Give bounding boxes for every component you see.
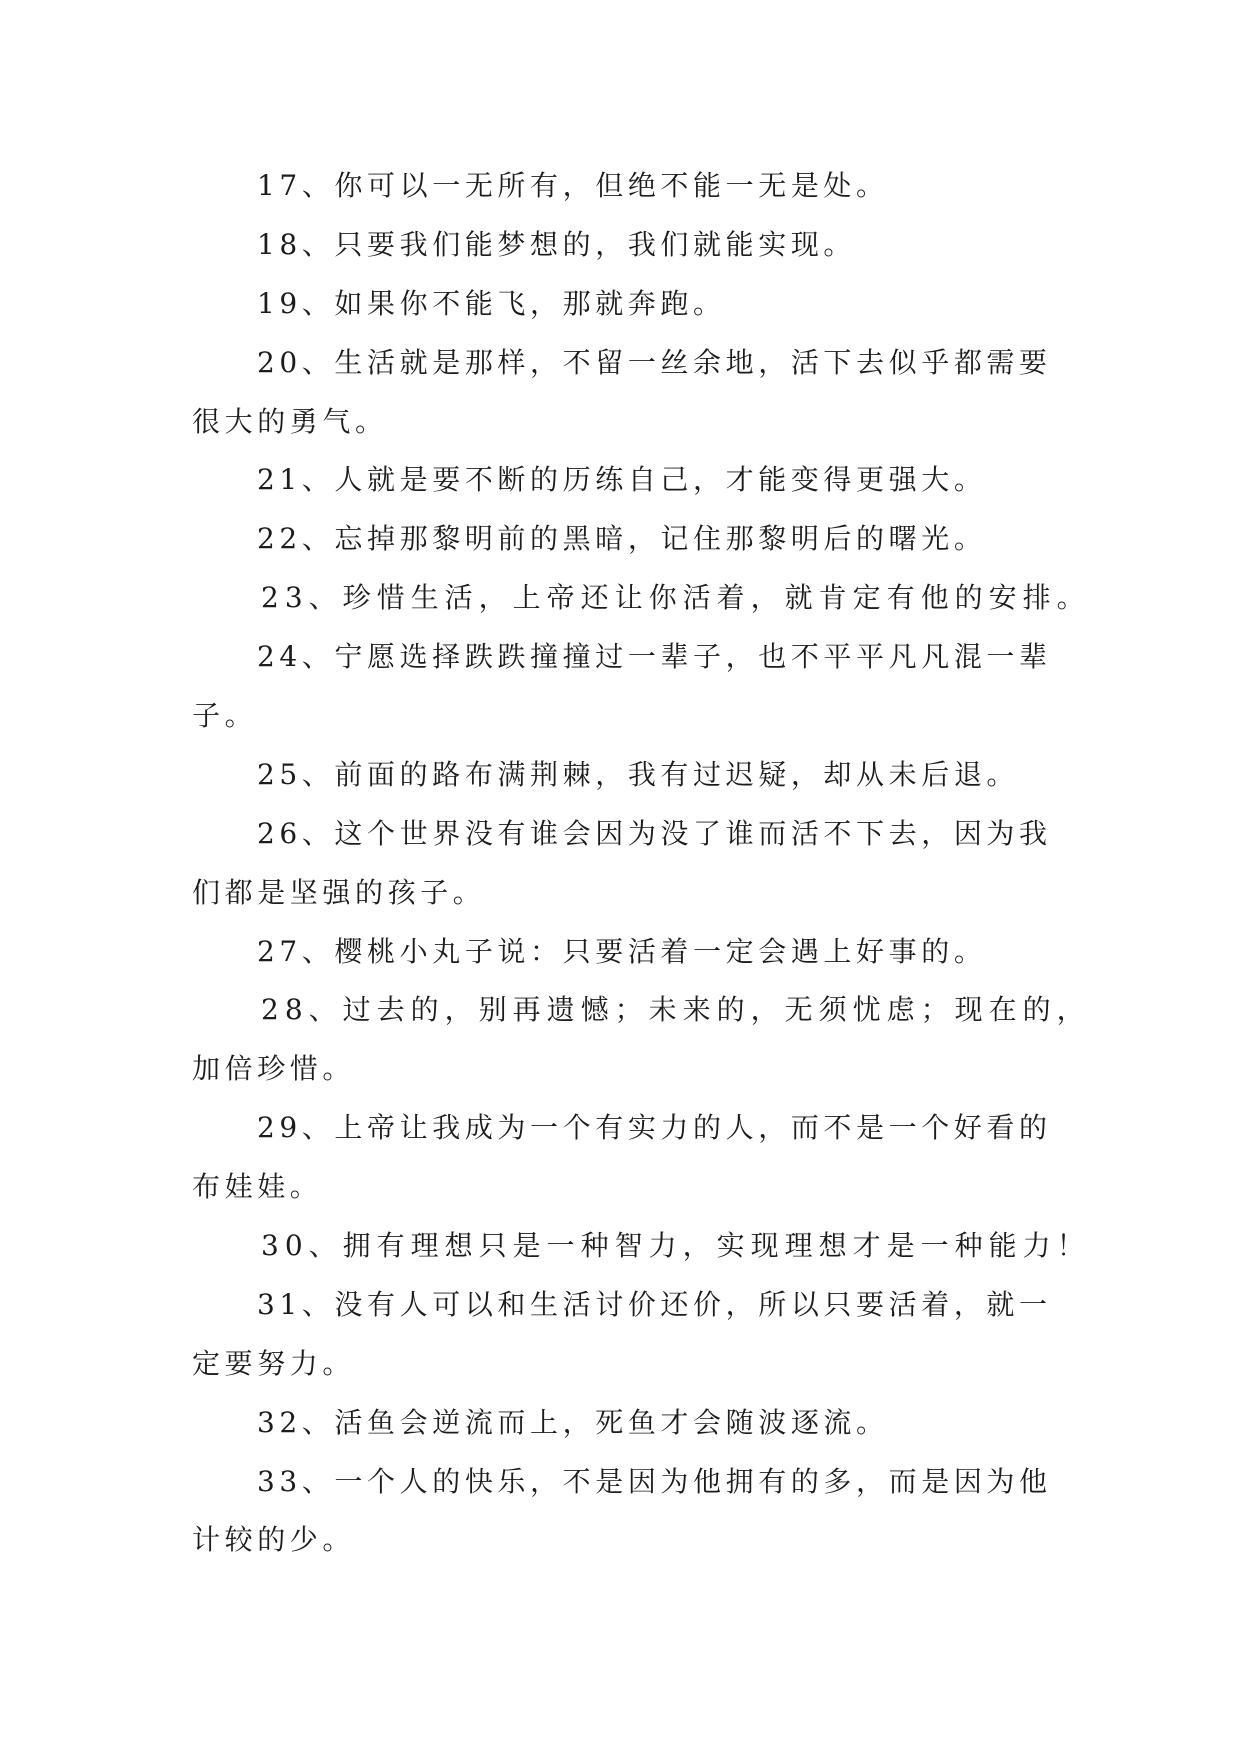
list-item-text: 21、人就是要不断的历练自己，才能变得更强大。 bbox=[257, 463, 987, 497]
quote-list bbox=[192, 157, 1112, 1570]
list-item bbox=[192, 628, 1112, 746]
list-item-text-continued: 定要努力。 bbox=[192, 1346, 356, 1380]
list-item bbox=[192, 569, 1112, 628]
list-item bbox=[192, 1276, 1112, 1394]
list-item-text-continued: 布娃娃。 bbox=[192, 1170, 323, 1204]
list-item bbox=[192, 157, 1112, 216]
list-item bbox=[192, 334, 1112, 452]
list-item-text-continued: 计较的少。 bbox=[192, 1523, 356, 1557]
list-item bbox=[192, 805, 1112, 923]
list-item-text: 30、拥有理想只是一种智力，实现理想才是一种能力！ bbox=[261, 1229, 1091, 1263]
list-item bbox=[192, 1394, 1112, 1453]
list-item bbox=[192, 1217, 1112, 1276]
list-item-text-continued: 加倍珍惜。 bbox=[192, 1052, 356, 1086]
list-item-text: 24、宁愿选择跌跌撞撞过一辈子，也不平平凡凡混一辈 bbox=[257, 640, 1052, 674]
list-item-text: 20、生活就是那样，不留一丝余地，活下去似乎都需要 bbox=[257, 345, 1052, 379]
list-item-text: 19、如果你不能飞，那就奔跑。 bbox=[257, 286, 726, 320]
list-item-text: 32、活鱼会逆流而上，死鱼才会随波逐流。 bbox=[257, 1405, 889, 1439]
list-item bbox=[192, 1099, 1112, 1217]
list-item-text-continued: 子。 bbox=[192, 699, 258, 733]
list-item bbox=[192, 746, 1112, 805]
list-item-text: 27、樱桃小丸子说：只要活着一定会遇上好事的。 bbox=[257, 934, 987, 968]
list-item-text: 23、珍惜生活，上帝还让你活着，就肯定有他的安排。 bbox=[261, 581, 1091, 615]
list-item-text: 18、只要我们能梦想的，我们就能实现。 bbox=[257, 227, 857, 261]
list-item bbox=[192, 923, 1112, 982]
list-item-text: 29、上帝让我成为一个有实力的人，而不是一个好看的 bbox=[257, 1111, 1052, 1145]
list-item bbox=[192, 981, 1112, 1099]
list-item-text: 17、你可以一无所有，但绝不能一无是处。 bbox=[257, 169, 889, 202]
list-item-text: 33、一个人的快乐，不是因为他拥有的多，而是因为他 bbox=[257, 1464, 1052, 1498]
list-item bbox=[192, 275, 1112, 334]
list-item-text: 25、前面的路布满荆棘，我有过迟疑，却从未后退。 bbox=[257, 757, 1020, 791]
list-item bbox=[192, 1453, 1112, 1571]
list-item-text: 31、没有人可以和生活讨价还价，所以只要活着，就一 bbox=[257, 1287, 1052, 1321]
list-item-text: 22、忘掉那黎明前的黑暗，记住那黎明后的曙光。 bbox=[257, 522, 987, 556]
list-item bbox=[192, 216, 1112, 275]
list-item-text-continued: 们都是坚强的孩子。 bbox=[192, 875, 486, 909]
list-item bbox=[192, 451, 1112, 510]
list-item bbox=[192, 510, 1112, 569]
list-item-text: 26、这个世界没有谁会因为没了谁而活不下去，因为我 bbox=[257, 816, 1052, 850]
list-item-text-continued: 很大的勇气。 bbox=[192, 404, 388, 438]
list-item-text: 28、过去的，别再遗憾；未来的，无须忧虑；现在的， bbox=[261, 993, 1091, 1027]
